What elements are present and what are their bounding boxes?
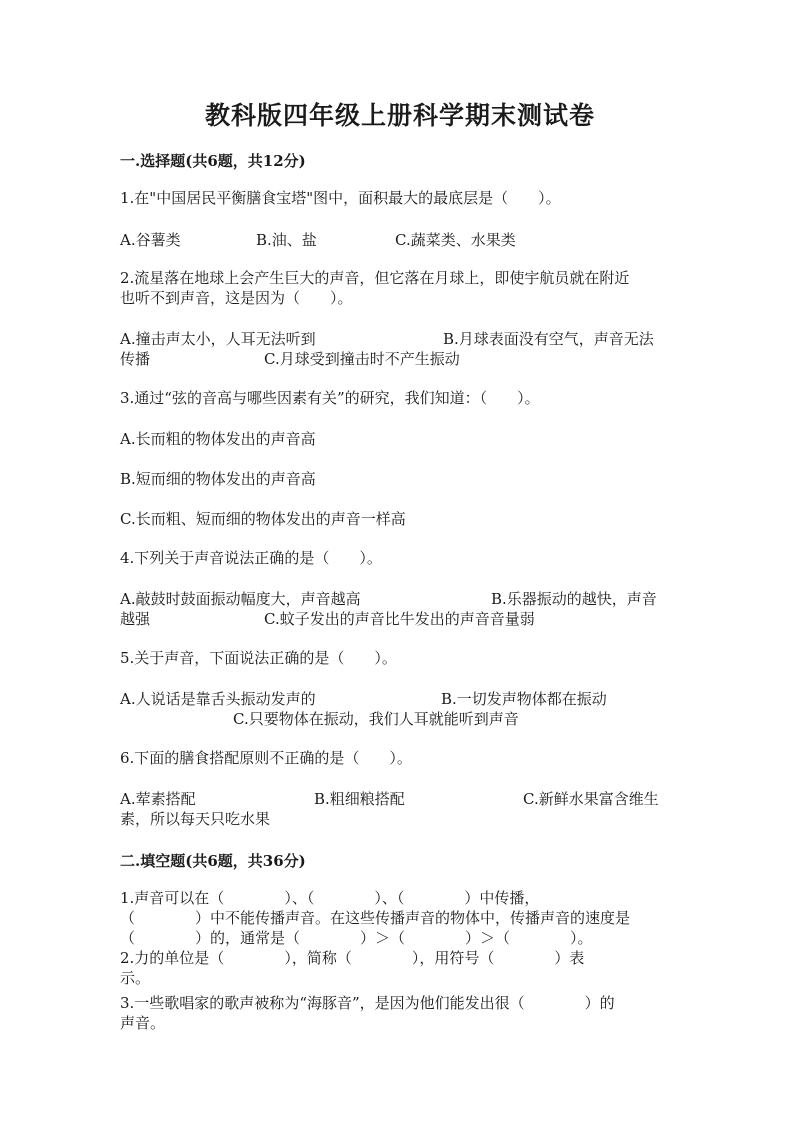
section-heading-fill: 二.填空题(共6题，共36分) [120,852,306,870]
section-heading-choice: 一.选择题(共6题，共12分) [120,152,306,170]
question-5-option-b: B.一切发声物体都在振动 [441,690,607,708]
question-6-option-a: A.荤素搭配 [120,790,196,808]
fill-question-1-line2: （ ）中不能传播声音。在这些传播声音的物体中，传播声音的速度是 [120,909,631,927]
question-2-option-a: A.撞击声太小，人耳无法听到 [120,330,316,348]
fill-question-3-line2: 声音。 [120,1014,166,1032]
question-2-option-c: C.月球受到撞击时不产生振动 [264,350,460,368]
question-3-option-b: B.短而细的物体发出的声音高 [120,470,316,488]
question-2-option-b: B.月球表面没有空气，声音无法 [443,330,654,348]
question-3-option-a: A.长而粗的物体发出的声音高 [120,430,316,448]
question-4-option-a: A.敲鼓时鼓面振动幅度大，声音越高 [120,590,361,608]
question-3-stem: 3.通过“弦的音高与哪些因素有关”的研究，我们知道：（ ）。 [120,389,540,407]
question-5-option-a: A.人说话是靠舌头振动发声的 [120,690,316,708]
question-6-option-b: B.粗细粮搭配 [314,790,405,808]
question-4-option-b: B.乐器振动的越快，声音 [491,590,657,608]
question-6-stem: 6.下面的膳食搭配原则不正确的是（ ）。 [120,749,412,767]
question-1-option-a: A.谷薯类 [120,231,181,249]
page-title: 教科版四年级上册科学期末测试卷 [204,101,595,130]
question-4-stem: 4.下列关于声音说法正确的是（ ）。 [120,549,382,567]
question-6-option-c-cont: 素，所以每天只吃水果 [120,810,271,828]
question-2-stem-line2: 也听不到声音，这是因为（ ）。 [120,289,353,307]
question-4-option-c: C.蚊子发出的声音比牛发出的声音音量弱 [264,610,535,628]
question-1-option-b: B.油、盐 [256,231,317,249]
question-1-option-c: C.蔬菜类、水果类 [395,231,516,249]
question-3-option-c: C.长而粗、短而细的物体发出的声音一样高 [120,510,406,528]
question-1-stem: 1.在"中国居民平衡膳食宝塔"图中，面积最大的最底层是（ ）。 [120,189,561,207]
question-5-stem: 5.关于声音，下面说法正确的是（ ）。 [120,649,397,667]
question-5-option-c: C.只要物体在振动，我们人耳就能听到声音 [233,710,519,728]
fill-question-1-line1: 1.声音可以在（ ）、（ ）、（ ）中传播， [120,889,540,907]
fill-question-3-line1: 3.一些歌唱家的歌声被称为“海豚音”，是因为他们能发出很（ ）的 [120,994,615,1012]
fill-question-1-line3: （ ）的，通常是（ ）＞（ ）＞（ ）。 [120,929,593,947]
fill-question-2-line1: 2.力的单位是（ ），简称（ ），用符号（ ）表 [120,949,585,967]
question-4-option-b-cont: 越强 [120,610,151,628]
question-6-option-c: C.新鲜水果富含维生 [523,790,659,808]
question-2-option-b-cont: 传播 [120,350,151,368]
fill-question-2-line2: 示。 [120,969,151,987]
question-2-stem-line1: 2.流星落在地球上会产生巨大的声音，但它落在月球上，即使宇航员就在附近 [120,269,630,287]
